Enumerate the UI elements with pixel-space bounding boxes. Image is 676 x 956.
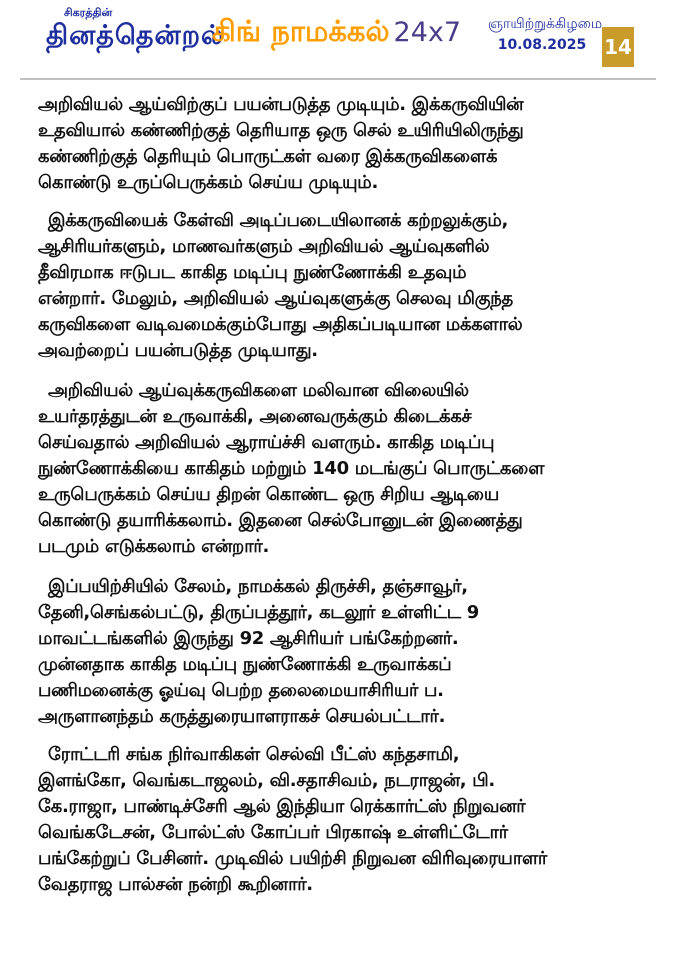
issue-date: 10.08.2025 bbox=[497, 37, 587, 53]
article-paragraph-3 bbox=[38, 378, 636, 560]
text-line: பணிமனைக்கு ஓய்வு பெற்ற தலைமையாசிரியர் ப. bbox=[38, 680, 444, 701]
text-line: ரோட்டரி சங்க நிர்வாகிகள் செல்வி பீட்ஸ் கந்தசாமி, bbox=[48, 744, 460, 765]
edition-suffix: 24x7 bbox=[393, 17, 462, 48]
text-line: வெங்கடேசன், போல்ட்ஸ் கோப்பர் பிரகாஷ் உள்ளிட்டோர் bbox=[38, 822, 508, 843]
text-line: அறிவியல் ஆய்வுக்கருவிகளை மலிவான விலையில் bbox=[48, 380, 469, 401]
text-line: இக்கருவியைக் கேள்வி அடிப்படையிலானக் கற்றலுக்கும், bbox=[48, 210, 509, 231]
text-line: ஆசிரியர்களும், மாணவர்களும் அறிவியல் ஆய்வுகளில் bbox=[38, 236, 490, 257]
issue-day: ஞாயிற்றுக்கிழமை bbox=[488, 16, 603, 32]
text-line: தீவிரமாக ஈடுபட காகித மடிப்பு நுண்ணோக்கி உதவும் bbox=[38, 262, 467, 283]
text-line: நுண்ணோக்கியை காகிதம் மற்றும் 140 மடங்குப் பொருட்களை bbox=[38, 458, 545, 479]
text-line: கே.ராஜா, பாண்டிச்சேரி ஆல் இந்தியா ரெக்கார்ட்ஸ் நிறுவனர் bbox=[38, 796, 526, 817]
text-line: பங்கேற்றுப் பேசினர். முடிவில் பயிற்சி நிறுவன விரிவுரையாளர் bbox=[38, 848, 548, 869]
article-paragraph-5 bbox=[38, 742, 636, 898]
text-line: என்றார். மேலும், அறிவியல் ஆய்வுகளுக்கு செலவு மிகுந்த bbox=[38, 288, 513, 309]
article-paragraph-1 bbox=[38, 92, 636, 196]
text-line: அருளானந்தம் கருத்துரையாளராகச் செயல்பட்டார். bbox=[38, 706, 446, 727]
text-line: கொண்டு உருப்பெருக்கம் செய்ய முடியும். bbox=[38, 172, 379, 193]
text-line: வேதராஜ பால்சன் நன்றி கூறினார். bbox=[38, 874, 313, 895]
text-line: அறிவியல் ஆய்விற்குப் பயன்படுத்த முடியும். இக்கருவியின் bbox=[38, 94, 524, 115]
header-divider bbox=[20, 78, 656, 80]
text-line: இப்பயிற்சியில் சேலம், நாமக்கல் திருச்சி, தஞ்சாவூர், bbox=[48, 576, 468, 597]
text-line: கண்ணிற்குத் தெரியும் பொருட்கள் வரை இக்கருவிகளைக் bbox=[38, 146, 498, 167]
brand-logo: தினத்தென்றல் bbox=[46, 20, 225, 51]
text-line: செய்வதால் அறிவியல் ஆராய்ச்சி வளரும். காகித மடிப்பு bbox=[38, 432, 495, 453]
text-line: அவற்றைப் பயன்படுத்த முடியாது. bbox=[38, 340, 318, 361]
brand-tagline: சிகரத்தின் bbox=[64, 6, 113, 19]
text-line: உயர்தரத்துடன் உருவாக்கி, அனைவருக்கும் கிடைக்கச் bbox=[38, 406, 472, 427]
text-line: கருவிகளை வடிவமைக்கும்போது அதிகப்படியான மக்களால் bbox=[38, 314, 523, 335]
text-line: உதவியால் கண்ணிற்குத் தெரியாத ஒரு செல் உயிரியிலிருந்து bbox=[38, 120, 524, 141]
text-line: கொண்டு தயாரிக்கலாம். இதனை செல்போனுடன் இணைத்து bbox=[38, 510, 523, 531]
article-paragraph-2 bbox=[38, 208, 636, 364]
text-line: மாவட்டங்களில் இருந்து 92 ஆசிரியர் பங்கேற்றனர். bbox=[38, 628, 459, 649]
edition-name: கிங் நாமக்கல் bbox=[212, 14, 390, 48]
edition-title bbox=[212, 14, 461, 52]
page-header bbox=[0, 0, 676, 78]
text-line: தேனி,செங்கல்பட்டு, திருப்பத்தூர், கடலூர் உள்ளிட்ட 9 bbox=[38, 602, 479, 623]
text-line: படமும் எடுக்கலாம் என்றார். bbox=[38, 536, 269, 557]
text-line: உருபெருக்கம் செய்ய திறன் கொண்ட ஒரு சிறிய ஆடியை bbox=[38, 484, 500, 505]
text-line: இளங்கோ, வெங்கடாஜலம், வி.சதாசிவம், நடராஜன், பி. bbox=[38, 770, 495, 791]
article-paragraph-4 bbox=[38, 574, 636, 730]
text-line: முன்னதாக காகித மடிப்பு நுண்ணோக்கி உருவாக்கப் bbox=[38, 654, 452, 675]
page-number-badge: 14 bbox=[602, 27, 634, 67]
